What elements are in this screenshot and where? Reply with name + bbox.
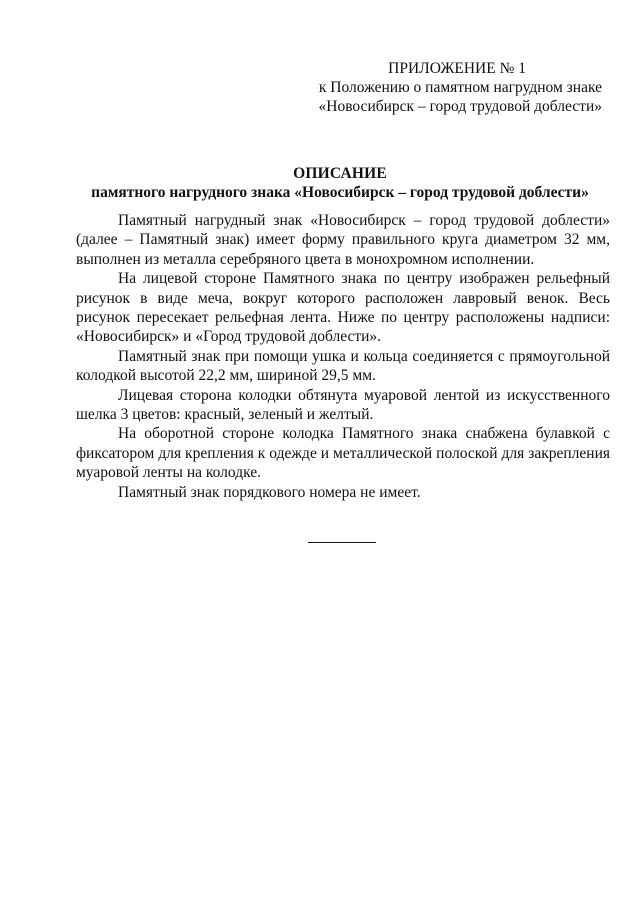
description-body bbox=[76, 211, 610, 502]
appendix-reference-line-2: «Новосибирск – город трудовой доблести» bbox=[318, 98, 602, 115]
document-title-block bbox=[40, 164, 640, 202]
paragraph-back-side: На оборотной стороне колодка Памятного знака снабжена булавкой с фиксатором для крепления к одежде и металлической полоской для закрепления муаровой ленты на колодке. bbox=[76, 425, 610, 482]
appendix-reference-line-1: к Положению о памятном нагрудном знаке bbox=[318, 79, 602, 96]
paragraph-shape: Памятный нагрудный знак «Новосибирск – город трудовой доблести» (далее – Памятный знак) имеет форму правильного круга диаметром 32 мм, выполнен из металла серебряного цвета в монохромном исполнении. bbox=[76, 212, 610, 268]
appendix-header bbox=[319, 59, 602, 116]
paragraph-front-side: На лицевой стороне Памятного знака по центру изображен рельефный рисунок в виде меча, вокруг которого расположен лавровый венок. Весь рисунок пересекает рельефная лента. Ниже по центру расположены надписи: «Новосибирск» и «Город трудовой доблести». bbox=[76, 270, 610, 346]
document-subtitle: памятного нагрудного знака «Новосибирск – город трудовой доблести» bbox=[91, 184, 589, 201]
paragraph-ribbon: Лицевая сторона колодки обтянута муаровой лентой из искусственного шелка 3 цветов: красный, зеленый и желтый. bbox=[76, 386, 610, 424]
document-title: ОПИСАНИЕ bbox=[293, 165, 387, 182]
paragraph-no-number: Памятный знак порядкового номера не имеет. bbox=[118, 483, 421, 501]
paragraph-connection: Памятный знак при помощи ушка и кольца соединяется с прямоугольной колодкой высотой 22,2 мм, шириной 29,5 мм. bbox=[76, 347, 610, 385]
appendix-heading: ПРИЛОЖЕНИЕ № 1 bbox=[388, 60, 526, 77]
end-divider-line bbox=[308, 542, 376, 543]
